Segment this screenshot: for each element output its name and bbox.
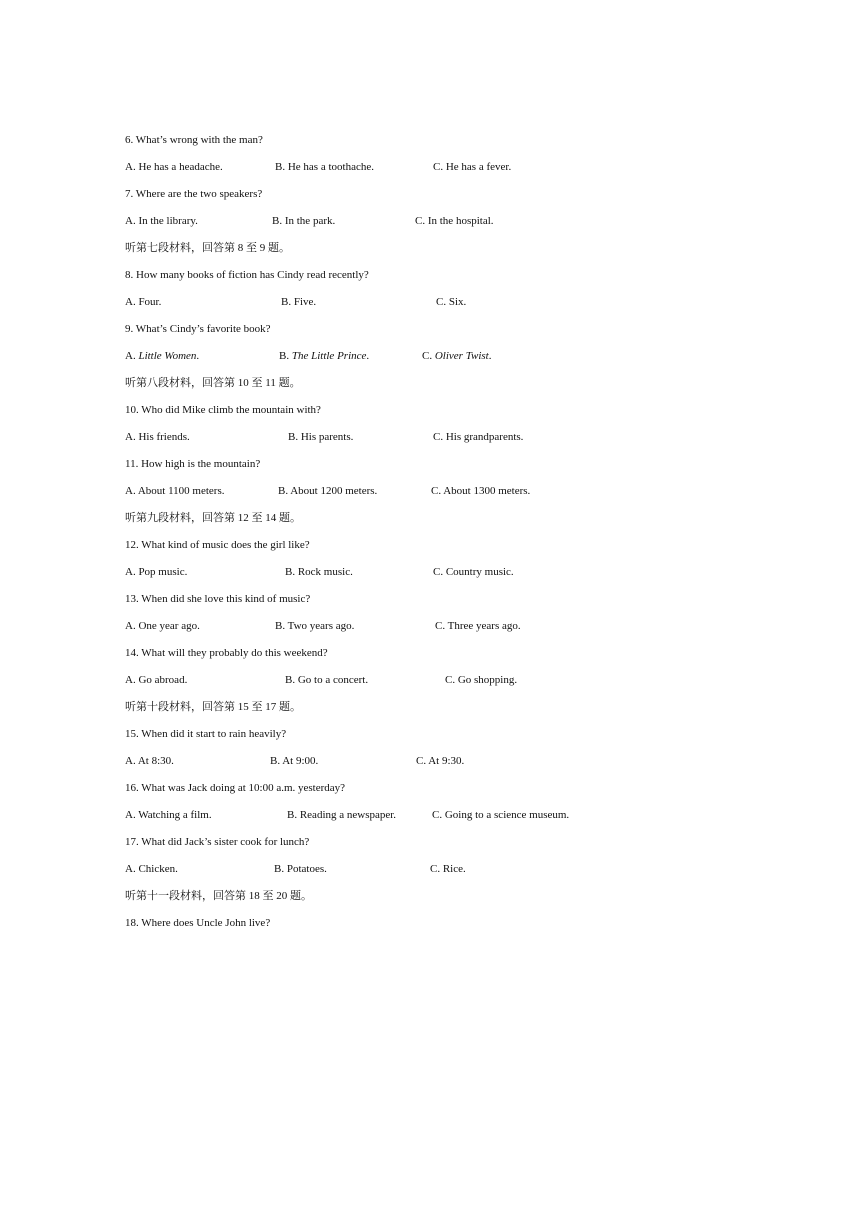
option-b: B. Go to a concert.: [285, 674, 369, 686]
option-a: A. In the library.: [125, 215, 198, 227]
question-9: 9. What’s Cindy’s favorite book?: [125, 323, 271, 335]
question-7: 7. Where are the two speakers?: [125, 188, 263, 200]
option-a: A. Watching a film.: [125, 809, 212, 821]
option-b: B. His parents.: [288, 431, 354, 443]
option-c: C. Oliver Twist.: [422, 350, 492, 362]
question-18: 18. Where does Uncle John live?: [125, 917, 271, 929]
option-b: B. At 9:00.: [270, 755, 319, 767]
option-b: B. Reading a newspaper.: [287, 809, 397, 821]
option-c: C. At 9:30.: [416, 755, 465, 767]
option-a: A. Four.: [125, 296, 162, 308]
question-16: 16. What was Jack doing at 10:00 a.m. yesterday?: [125, 782, 346, 794]
option-c: C. He has a fever.: [433, 161, 512, 173]
option-a: A. At 8:30.: [125, 755, 174, 767]
question-15: 15. When did it start to rain heavily?: [125, 728, 287, 740]
option-a: A. His friends.: [125, 431, 190, 443]
option-c: C. Going to a science museum.: [432, 809, 570, 821]
option-b: B. Two years ago.: [275, 620, 355, 632]
option-a: A. He has a headache.: [125, 161, 223, 173]
option-c: C. Country music.: [433, 566, 514, 578]
section-instruction: 听第七段材料，回答第 8 至 9 题。: [125, 242, 290, 254]
option-b: B. Potatoes.: [274, 863, 327, 875]
option-a: A. One year ago.: [125, 620, 200, 632]
question-11: 11. How high is the mountain?: [125, 458, 261, 470]
question-17: 17. What did Jack’s sister cook for lunch?: [125, 836, 310, 848]
section-instruction: 听第十一段材料，回答第 18 至 20 题。: [125, 890, 312, 902]
book-title: Oliver Twist: [434, 350, 489, 362]
option-b: B. He has a toothache.: [275, 161, 374, 173]
book-title: Little Women: [138, 350, 197, 362]
option-a: A. Go abroad.: [125, 674, 188, 686]
question-10: 10. Who did Mike climb the mountain with?: [125, 404, 321, 416]
question-8: 8. How many books of fiction has Cindy read recently?: [125, 269, 369, 281]
section-instruction: 听第十段材料，回答第 15 至 17 题。: [125, 701, 301, 713]
question-12: 12. What kind of music does the girl like?: [125, 539, 310, 551]
option-c: C. Six.: [436, 296, 467, 308]
question-13: 13. When did she love this kind of music?: [125, 593, 311, 605]
book-title: The Little Prince: [291, 350, 367, 362]
option-b: B. About 1200 meters.: [278, 485, 378, 497]
option-c: C. In the hospital.: [415, 215, 494, 227]
option-a: A. Little Women.: [125, 350, 200, 362]
option-b: B. The Little Prince.: [279, 350, 370, 362]
option-a: A. About 1100 meters.: [125, 485, 225, 497]
section-instruction: 听第八段材料，回答第 10 至 11 题。: [125, 377, 301, 389]
option-c: C. Go shopping.: [445, 674, 518, 686]
option-b: B. Five.: [281, 296, 317, 308]
option-c: C. Three years ago.: [435, 620, 521, 632]
option-a: A. Pop music.: [125, 566, 188, 578]
option-c: C. His grandparents.: [433, 431, 524, 443]
option-c: C. Rice.: [430, 863, 466, 875]
option-b: B. Rock music.: [285, 566, 353, 578]
option-a: A. Chicken.: [125, 863, 178, 875]
option-b: B. In the park.: [272, 215, 336, 227]
question-14: 14. What will they probably do this weekend?: [125, 647, 328, 659]
section-instruction: 听第九段材料，回答第 12 至 14 题。: [125, 512, 301, 524]
option-c: C. About 1300 meters.: [431, 485, 531, 497]
question-6: 6. What’s wrong with the man?: [125, 134, 263, 146]
